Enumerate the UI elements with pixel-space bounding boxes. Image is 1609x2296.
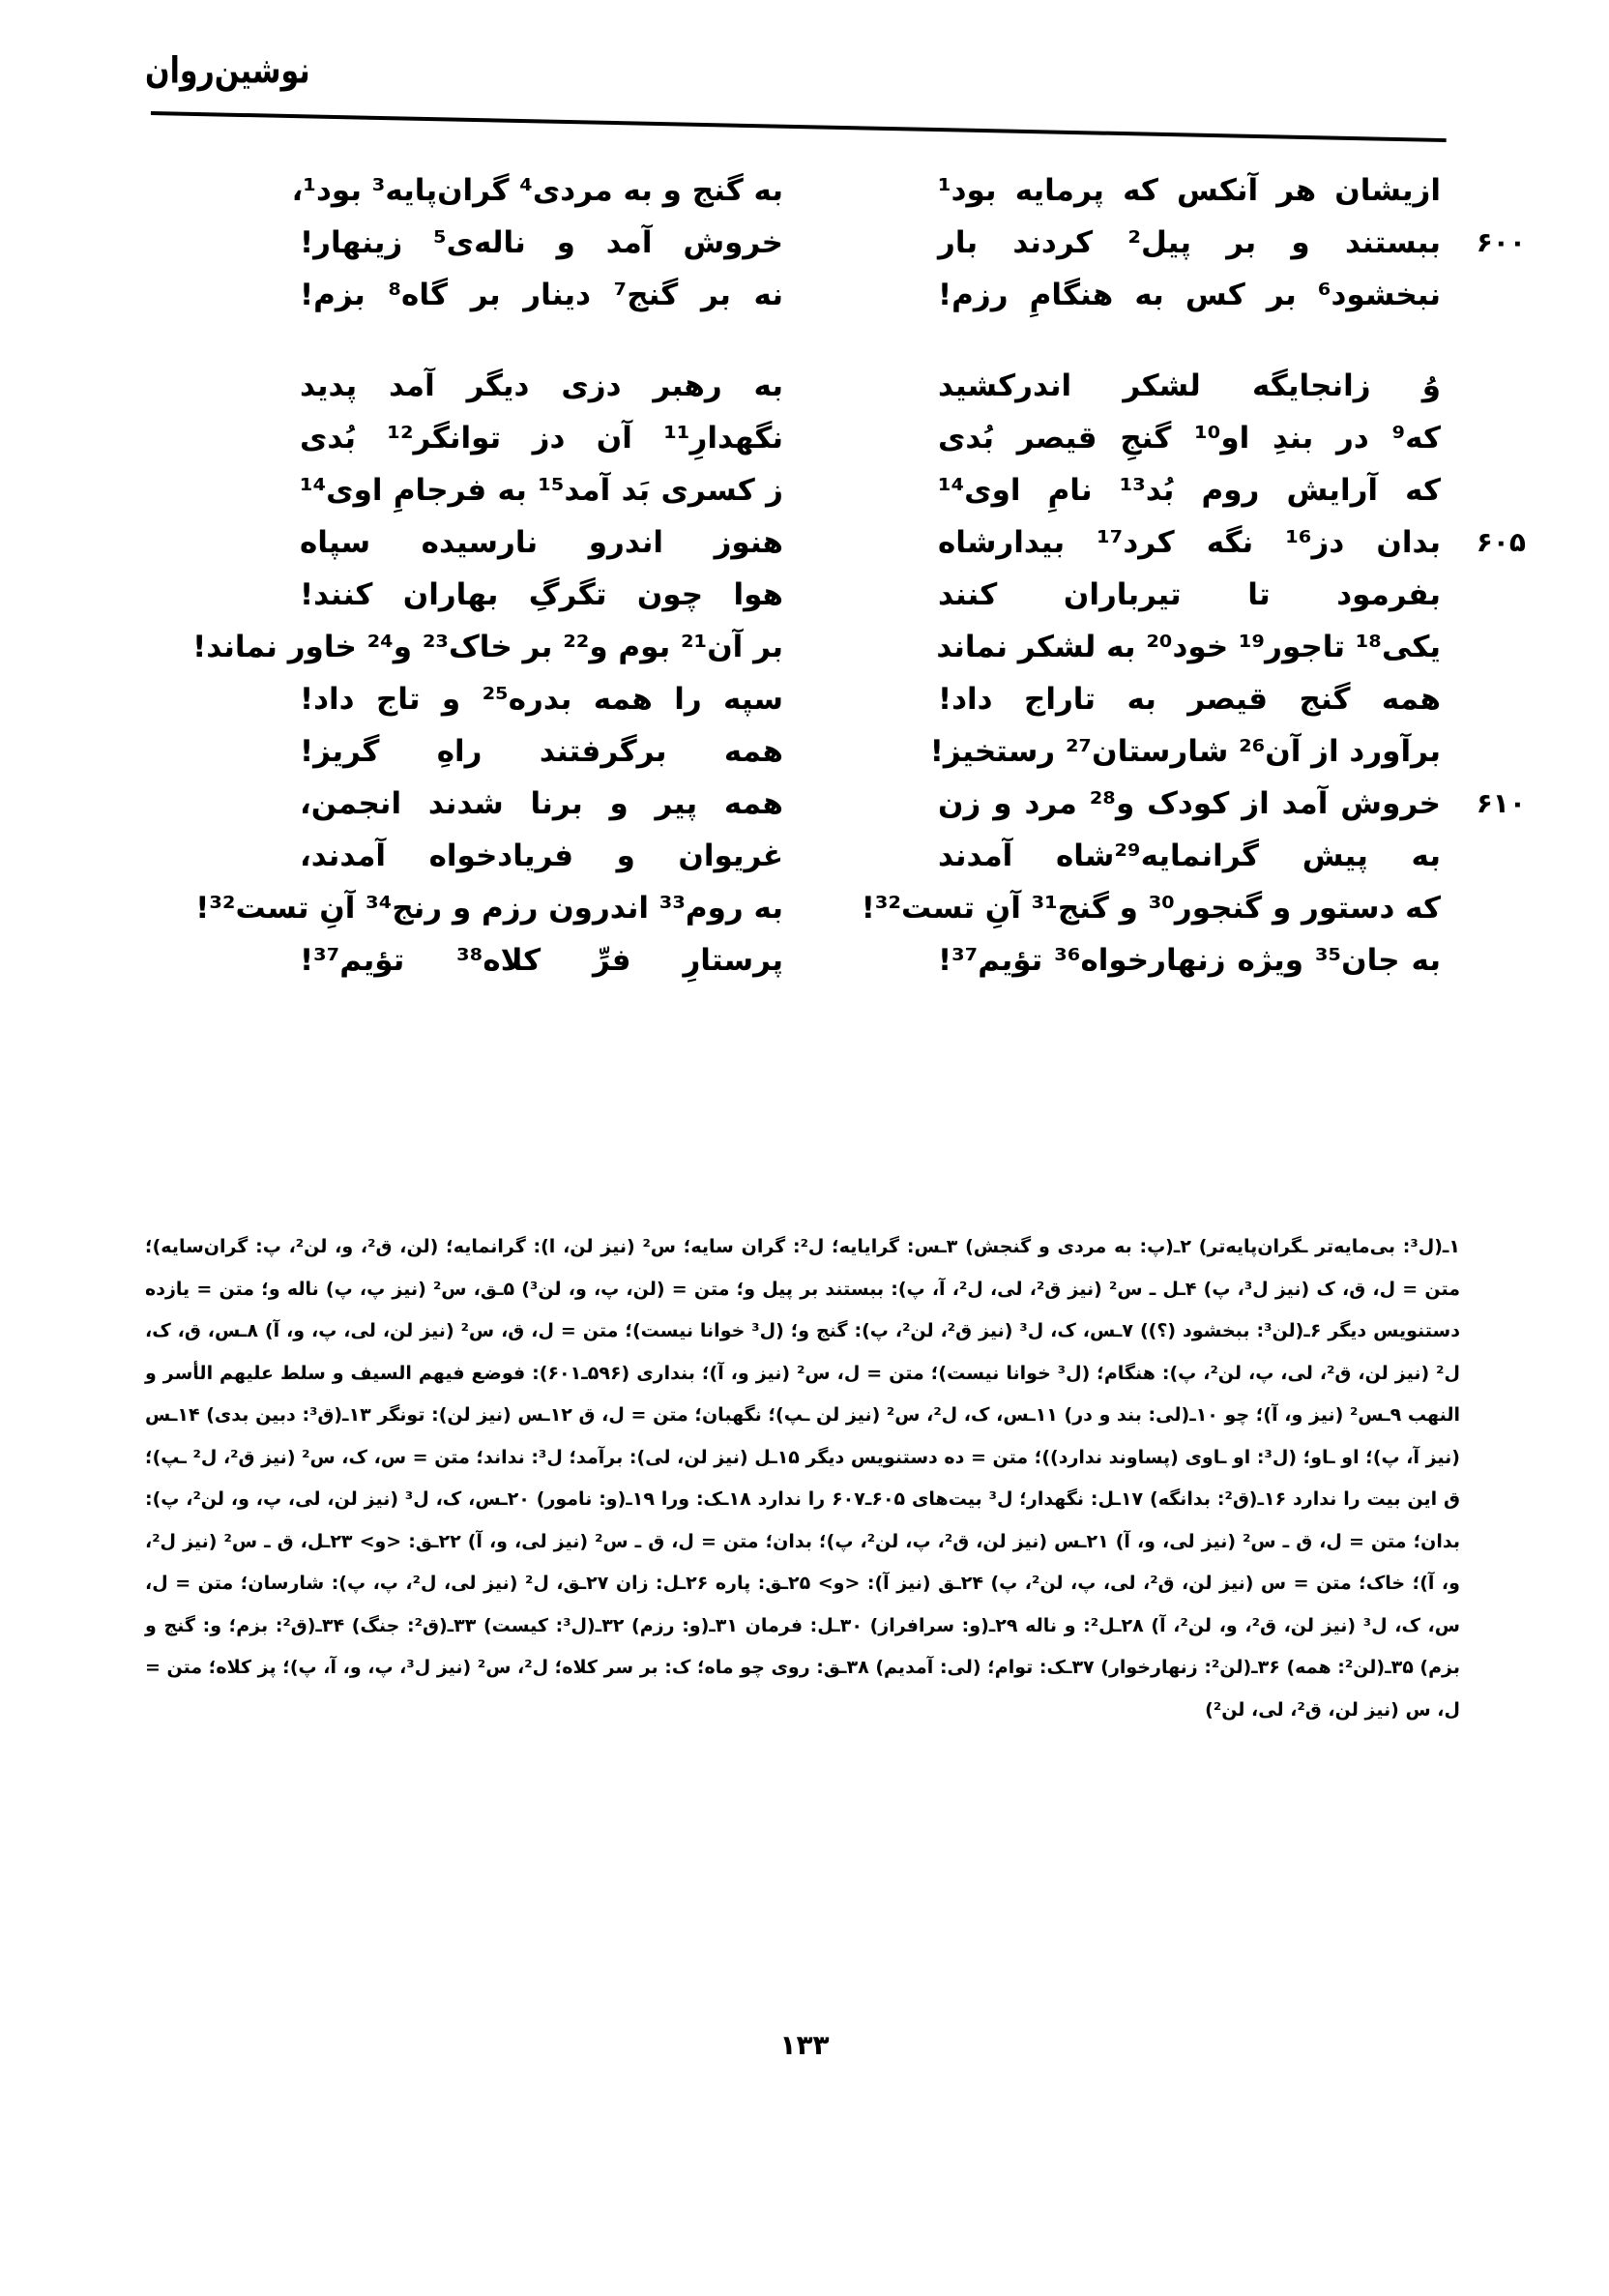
hemistich-text: همه برگرفتند راهِ گریز! <box>300 734 783 769</box>
hemistich-text: پرستارِ فرِّ کلاه³⁸ تؤیم³⁷! <box>300 943 783 978</box>
running-title: نوشین‌روان <box>145 49 310 93</box>
hemistich <box>271 217 793 269</box>
page-number: ۱۳۳ <box>779 2029 830 2061</box>
hemistich-text: سپه را همه بدره²⁵ و تاج داد! <box>300 682 783 717</box>
hemistich <box>909 360 1450 412</box>
footnotes: ۱ـ(ل³: بی‌مایه‌تر ـگران‌پایه‌تر) ۲ـ(پ: به مردی و گنجش) ۳ـس: گرایایه؛ ل²: گران سایه؛ س² (نیز لن، ا): گرانمایه؛ (لن، ق²، و، لن²، پ: گران‌سایه)؛ متن = ل، ق، ک (نیز ل³، پ) ۴ـل ـ س² (نیز ق²، لی، ل²، آ، پ): ببستند بر پیل و؛ متن = (لن، پ، و، لن³) ۵ـق، س² (نیز پ، پ) ناله و؛ متن = یازده دستنویس دیگر ۶ـ(لن³: ببخشود (؟)) ۷ـس، ک، ل³ (نیز ق²، لن²، پ): گنج و؛ (ل³ خوانا نیست)؛ متن = ل، ق، س² (نیز لن، لی، پ، و، آ) ۸ـس، ق، ک، ل² (نیز لن، ق²، لی، پ، لن²، پ): هنگام؛ (ل³ خوانا نیست)؛ متن = ل، س² (نیز و، آ)؛ بنداری (۵۹۶ـ۶۰۱): فوضع فیهم السیف و سلط علیهم الأسر و النهب ۹ـس² (نیز و، آ)؛ چو ۱۰ـ(لی: بند و در) ۱۱ـس، ک، ل²، س² (نیز لن ـپ)؛ نگهبان؛ متن = ل، ق ۱۲ـس (نیز لن): تونگر ۱۳ـ(ق³: دبین بدی) ۱۴ـس (نیز آ، پ)؛ او ـاو؛ (ل³: او ـاوی (پساوند ندارد))؛ متن = ده دستنویس دیگر ۱۵ـل (نیز لن، لی): برآمد؛ ل³: نداند؛ متن = س، ک، س² (نیز ق²، ل² ـپ)؛ ق این بیت را ندارد ۱۶ـ(ق²: بدانگه) ۱۷ـل: نگهدار؛ ل³ بیت‌های ۶۰۵ـ۶۰۷ را ندارد ۱۸ـک: ورا ۱۹ـ(و: نامور) ۲۰ـس، ک، ل³ (نیز لن، لی، پ، و، لن²، پ): بدان؛ متن = ل، ق ـ س² (نیز لی، و، آ) ۲۱ـس (نیز لن، ق²، پ، لن²، پ)؛ بدان؛ متن = ل، ق ـ س² (نیز لی، و، آ) ۲۲ـق: <و> ۲۳ـل، ق ـ س² (نیز ل²، و، آ)؛ خاک؛ متن = س (نیز لن، ق²، لی، پ، لن²، پ) ۲۴ـق (نیز آ): <و> ۲۵ـق: پاره ۲۶ـل: زان ۲۷ـق، ل² (نیز لی، ل²، پ، پ): شارسان؛ متن = ل، س، ک، ل³ (نیز لن، ق²، و، لن²، آ) ۲۸ـل²: و ناله ۲۹ـ(و: سرافراز) ۳۰ـل: فرمان ۳۱ـ(و: رزم) ۳۲ـ(ل³: کیست) ۳۳ـ(ق²: جنگ) ۳۴ـ(ق²: بزم؛ و: گنج و بزم) ۳۵ـ(لن²: همه) ۳۶ـ(لن²: زنهارخوار) ۳۷ـک: توام؛ (لی: آمدیم) ۳۸ـق: روی چو ماه؛ ک: بر سر کلاه؛ ل²، س² (نیز ل³، پ، و، آ، پ)؛ پز کلاه؛ متن = ل، س (نیز لن، ق²، لی، لن²) <box>145 1236 1461 1721</box>
hemistich <box>271 673 793 725</box>
hemistich <box>909 412 1450 464</box>
header-rule <box>151 111 1447 142</box>
verse-number: ۶۰۰ <box>1476 226 1526 258</box>
hemistich-text: همه گنج قیصر به تاراج داد! <box>938 682 1441 717</box>
hemistich-text: یکی¹⁸ تاجور¹⁹ خود²⁰ به لشکر نماند <box>936 630 1441 664</box>
hemistich <box>909 164 1450 217</box>
right-hemistich-column <box>851 164 1526 321</box>
hemistich-text: بدان دز¹⁶ نگه کرد¹⁷ بیدارشاه <box>938 525 1441 560</box>
hemistich <box>909 516 1526 569</box>
hemistich-text: برآورد از آن²⁶ شارستان²⁷ رستخیز! <box>929 734 1441 769</box>
right-hemistich-column <box>851 360 1526 986</box>
hemistich-text: غریوان و فریادخواه آمدند، <box>300 839 783 873</box>
hemistich <box>271 164 793 217</box>
hemistich-text: به رهبر دزی دیگر آمد پدید <box>300 368 783 403</box>
hemistich <box>271 830 793 882</box>
hemistich-text: نبخشود⁶ بر کس به هنگامِ رزم! <box>938 278 1441 312</box>
hemistich <box>271 269 793 321</box>
stanza <box>192 360 1526 986</box>
stanza <box>261 164 1526 321</box>
hemistich <box>192 621 793 673</box>
hemistich-text: به گنج و به مردی⁴ گران‌پایه³ بود¹، <box>291 173 783 208</box>
hemistich <box>909 464 1450 516</box>
hemistich <box>271 412 793 464</box>
verse-number: ۶۰۵ <box>1476 526 1526 558</box>
left-hemistich-column <box>192 360 851 986</box>
hemistich <box>271 569 793 621</box>
hemistich-text: وُ زانجایگه لشکر اندرکشید <box>938 368 1441 403</box>
hemistich-text: به روم³³ اندرون رزم و رنج³⁴ آنِ تست³²! <box>195 891 783 926</box>
hemistich <box>909 569 1450 621</box>
hemistich-text: ز کسری بَد آمد¹⁵ به فرجامِ اوی¹⁴ <box>300 473 783 508</box>
hemistich <box>909 830 1450 882</box>
hemistich-text: همه پیر و برنا شدند انجمن، <box>300 786 783 821</box>
hemistich <box>271 725 793 778</box>
hemistich-text: خروش آمد و ناله‌ی⁵ زینهار! <box>300 225 783 260</box>
hemistich-text: نگهدارِ¹¹ آن دز توانگر¹² بُدی <box>300 421 783 456</box>
hemistich <box>271 360 793 412</box>
hemistich <box>909 217 1526 269</box>
hemistich <box>909 621 1450 673</box>
hemistich <box>271 934 793 986</box>
hemistich-text: نه بر گنج⁷ دینار بر گاه⁸ بزم! <box>300 278 783 312</box>
hemistich <box>271 778 793 830</box>
hemistich <box>271 516 793 569</box>
hemistich <box>909 269 1450 321</box>
hemistich-text: هوا چون تگرگِ بهاران کنند! <box>300 577 783 612</box>
hemistich <box>909 673 1450 725</box>
hemistich-text: هنوز اندرو نارسیده سپاه <box>300 525 783 560</box>
hemistich-text: خروش آمد از کودک و²⁸ مرد و زن <box>938 786 1441 821</box>
hemistich-text: به جان³⁵ ویژه زنهارخواه³⁶ تؤیم³⁷! <box>938 943 1441 978</box>
hemistich-text: که دستور و گنجور³⁰ و گنج³¹ آنِ تست³²! <box>861 891 1441 926</box>
hemistich <box>909 778 1526 830</box>
hemistich-text: ببستند و بر پیل² کردند بار <box>938 225 1441 260</box>
hemistich <box>909 725 1450 778</box>
verse-area <box>192 164 1526 986</box>
left-hemistich-column <box>261 164 851 321</box>
hemistich-text: که⁹ در بندِ او¹⁰ گنجِ قیصر بُدی <box>938 421 1441 456</box>
hemistich <box>909 934 1450 986</box>
hemistich <box>861 882 1450 934</box>
hemistich-text: بر آن²¹ بوم و²² بر خاک²³ و²⁴ خاور نماند! <box>192 630 783 664</box>
hemistich-text: بفرمود تا تیرباران کنند <box>938 577 1441 612</box>
hemistich-text: به پیش گرانمایه²⁹شاه آمدند <box>938 839 1441 873</box>
hemistich-text: که آرایش روم بُد¹³ نامِ اوی¹⁴ <box>938 473 1441 508</box>
hemistich-text: ازیشان هر آنکس که پرمایه بود¹ <box>938 173 1441 208</box>
hemistich <box>195 882 793 934</box>
hemistich <box>271 464 793 516</box>
verse-number: ۶۱۰ <box>1476 787 1526 819</box>
